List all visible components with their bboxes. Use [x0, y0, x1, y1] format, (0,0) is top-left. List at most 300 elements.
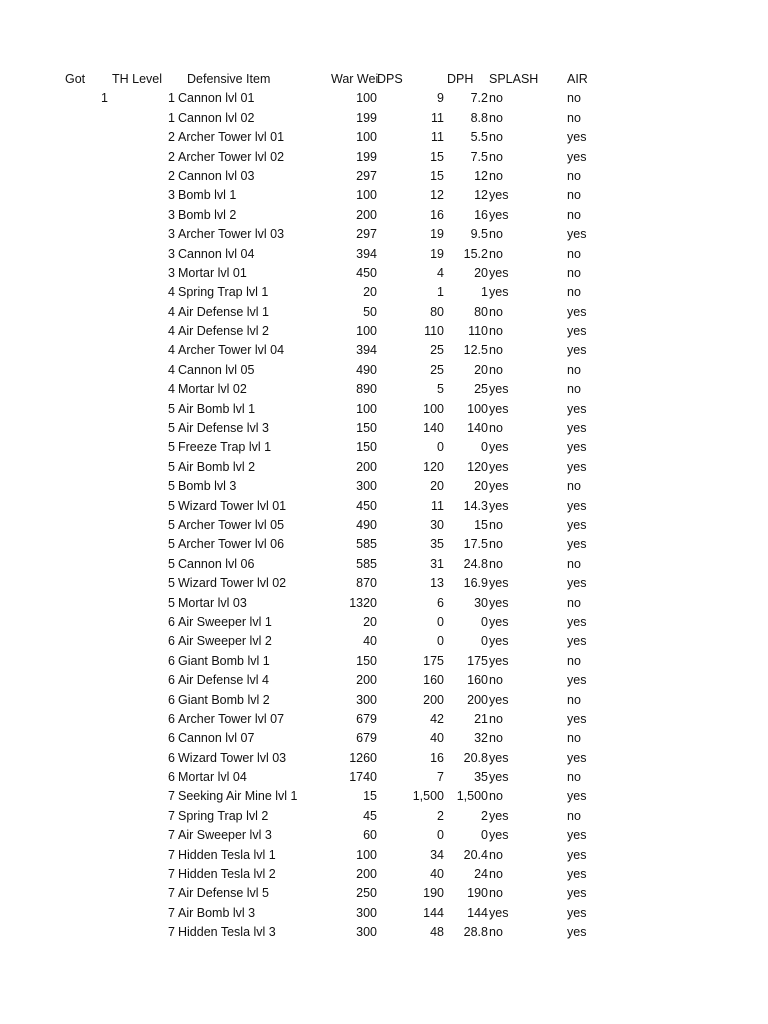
cell-air: no: [567, 692, 581, 707]
cell-th-number: 3: [168, 227, 175, 242]
cell-splash: no: [489, 227, 503, 242]
cell-dph: 16.9: [463, 576, 488, 591]
cell-dph: 24.8: [463, 556, 488, 571]
cell-th-level: 1: [101, 91, 108, 106]
cell-defensive-item: Cannon lvl 05: [178, 362, 255, 377]
cell-dps: 200: [423, 692, 444, 707]
header-air: AIR: [567, 72, 588, 86]
cell-dph: 20.8: [463, 750, 488, 765]
table-row: [0, 206, 768, 225]
table-row: [0, 303, 768, 322]
header-got: Got: [65, 72, 86, 86]
cell-th-number: 6: [168, 653, 175, 668]
cell-dph: 12: [474, 188, 488, 203]
cell-air: yes: [567, 517, 587, 532]
cell-war-weight: 300: [356, 692, 377, 707]
cell-splash: no: [489, 91, 503, 106]
table-row: [0, 225, 768, 244]
cell-splash: yes: [489, 401, 509, 416]
cell-splash: no: [489, 362, 503, 377]
table-row: [0, 768, 768, 787]
cell-splash: no: [489, 324, 503, 339]
cell-dph: 16: [474, 207, 488, 222]
cell-dph: 0: [481, 440, 488, 455]
cell-dps: 15: [430, 149, 444, 164]
cell-war-weight: 490: [356, 517, 377, 532]
cell-war-weight: 394: [356, 246, 377, 261]
table-row: [0, 400, 768, 419]
cell-dph: 15: [474, 517, 488, 532]
cell-war-weight: 100: [356, 130, 377, 145]
cell-war-weight: 50: [363, 304, 377, 319]
cell-dps: 5: [437, 382, 444, 397]
cell-splash: yes: [489, 770, 509, 785]
cell-war-weight: 150: [356, 421, 377, 436]
table-row: [0, 419, 768, 438]
header-defensive-item: Defensive Item: [187, 72, 271, 86]
cell-dph: 28.8: [463, 925, 488, 940]
table-row: [0, 245, 768, 264]
cell-air: yes: [567, 905, 587, 920]
cell-defensive-item: Mortar lvl 04: [178, 770, 247, 785]
table-row: [0, 497, 768, 516]
cell-defensive-item: Bomb lvl 1: [178, 188, 237, 203]
cell-air: no: [567, 653, 581, 668]
cell-dph: 1,500: [456, 789, 488, 804]
cell-dps: 25: [430, 362, 444, 377]
cell-th-number: 6: [168, 673, 175, 688]
cell-war-weight: 60: [363, 828, 377, 843]
cell-war-weight: 200: [356, 867, 377, 882]
cell-air: yes: [567, 711, 587, 726]
cell-splash: yes: [489, 750, 509, 765]
cell-air: yes: [567, 304, 587, 319]
cell-th-number: 6: [168, 731, 175, 746]
cell-dps: 35: [430, 537, 444, 552]
cell-war-weight: 200: [356, 673, 377, 688]
cell-dph: 24: [474, 867, 488, 882]
cell-th-number: 5: [168, 556, 175, 571]
table-row: [0, 186, 768, 205]
cell-air: yes: [567, 925, 587, 940]
cell-splash: yes: [489, 634, 509, 649]
cell-dps: 19: [430, 227, 444, 242]
cell-dph: 200: [467, 692, 488, 707]
cell-defensive-item: Air Bomb lvl 2: [178, 459, 256, 474]
cell-th-number: 4: [168, 304, 175, 319]
cell-th-number: 4: [168, 324, 175, 339]
cell-th-number: 3: [168, 246, 175, 261]
cell-dps: 12: [430, 188, 444, 203]
cell-dps: 16: [430, 750, 444, 765]
table-row: [0, 594, 768, 613]
cell-war-weight: 199: [356, 110, 377, 125]
cell-war-weight: 300: [356, 925, 377, 940]
cell-th-number: 5: [168, 537, 175, 552]
cell-air: yes: [567, 750, 587, 765]
cell-defensive-item: Air Defense lvl 2: [178, 324, 270, 339]
cell-splash: no: [489, 711, 503, 726]
cell-defensive-item: Seeking Air Mine lvl 1: [178, 789, 298, 804]
cell-war-weight: 585: [356, 556, 377, 571]
cell-defensive-item: Cannon lvl 04: [178, 246, 255, 261]
cell-defensive-item: Air Bomb lvl 1: [178, 401, 256, 416]
cell-defensive-item: Air Sweeper lvl 3: [178, 828, 272, 843]
cell-dps: 40: [430, 867, 444, 882]
cell-dps: 100: [423, 401, 444, 416]
cell-defensive-item: Air Defense lvl 5: [178, 886, 270, 901]
cell-splash: yes: [489, 614, 509, 629]
cell-dph: 160: [467, 673, 488, 688]
cell-dph: 120: [467, 459, 488, 474]
table-row: [0, 923, 768, 942]
cell-air: no: [567, 188, 581, 203]
cell-dps: 42: [430, 711, 444, 726]
cell-war-weight: 490: [356, 362, 377, 377]
cell-th-number: 7: [168, 847, 175, 862]
cell-air: yes: [567, 130, 587, 145]
cell-defensive-item: Archer Tower lvl 02: [178, 149, 285, 164]
cell-dps: 2: [437, 808, 444, 823]
cell-air: yes: [567, 614, 587, 629]
cell-splash: no: [489, 343, 503, 358]
cell-air: yes: [567, 324, 587, 339]
cell-war-weight: 15: [363, 789, 377, 804]
table-row: [0, 264, 768, 283]
cell-defensive-item: Archer Tower lvl 07: [178, 711, 285, 726]
cell-dph: 140: [467, 421, 488, 436]
cell-splash: yes: [489, 459, 509, 474]
cell-defensive-item: Cannon lvl 07: [178, 731, 255, 746]
cell-th-number: 5: [168, 440, 175, 455]
cell-defensive-item: Cannon lvl 02: [178, 110, 255, 125]
cell-defensive-item: Giant Bomb lvl 1: [178, 653, 270, 668]
table-row: [0, 341, 768, 360]
cell-dph: 32: [474, 731, 488, 746]
cell-dph: 7.2: [470, 91, 488, 106]
cell-th-number: 7: [168, 789, 175, 804]
cell-th-number: 3: [168, 265, 175, 280]
table-row: [0, 167, 768, 186]
cell-th-number: 6: [168, 634, 175, 649]
cell-splash: no: [489, 110, 503, 125]
cell-war-weight: 679: [356, 731, 377, 746]
cell-splash: yes: [489, 479, 509, 494]
header-row: [0, 70, 768, 89]
cell-dph: 14.3: [463, 498, 488, 513]
cell-splash: no: [489, 537, 503, 552]
cell-air: yes: [567, 421, 587, 436]
table-row: [0, 652, 768, 671]
cell-splash: no: [489, 925, 503, 940]
cell-dps: 13: [430, 576, 444, 591]
cell-dph: 25: [474, 382, 488, 397]
cell-dps: 15: [430, 168, 444, 183]
table-row: [0, 148, 768, 167]
cell-dps: 160: [423, 673, 444, 688]
cell-dph: 0: [481, 614, 488, 629]
table-row: [0, 535, 768, 554]
cell-air: yes: [567, 537, 587, 552]
cell-war-weight: 870: [356, 576, 377, 591]
cell-war-weight: 890: [356, 382, 377, 397]
cell-war-weight: 585: [356, 537, 377, 552]
cell-defensive-item: Spring Trap lvl 1: [178, 285, 269, 300]
cell-splash: yes: [489, 207, 509, 222]
cell-dps: 0: [437, 614, 444, 629]
cell-air: no: [567, 808, 581, 823]
cell-air: no: [567, 556, 581, 571]
cell-defensive-item: Archer Tower lvl 04: [178, 343, 285, 358]
cell-defensive-item: Archer Tower lvl 06: [178, 537, 285, 552]
cell-air: no: [567, 595, 581, 610]
table-row: [0, 322, 768, 341]
cell-defensive-item: Air Sweeper lvl 2: [178, 634, 272, 649]
cell-dps: 30: [430, 517, 444, 532]
table-row: [0, 89, 768, 108]
table-body: [0, 89, 768, 942]
cell-dph: 1: [481, 285, 488, 300]
cell-dph: 7.5: [470, 149, 488, 164]
cell-war-weight: 297: [356, 168, 377, 183]
cell-war-weight: 200: [356, 459, 377, 474]
table-row: [0, 613, 768, 632]
cell-dps: 120: [423, 459, 444, 474]
cell-defensive-item: Spring Trap lvl 2: [178, 808, 269, 823]
table-row: [0, 846, 768, 865]
header-dph: DPH: [447, 72, 474, 86]
table-row: [0, 632, 768, 651]
cell-dps: 4: [437, 265, 444, 280]
cell-splash: no: [489, 130, 503, 145]
cell-air: yes: [567, 401, 587, 416]
cell-dph: 175: [467, 653, 488, 668]
cell-dph: 12: [474, 168, 488, 183]
cell-splash: yes: [489, 440, 509, 455]
cell-war-weight: 300: [356, 905, 377, 920]
cell-splash: yes: [489, 285, 509, 300]
cell-dph: 5.5: [470, 130, 488, 145]
cell-th-number: 7: [168, 867, 175, 882]
cell-defensive-item: Hidden Tesla lvl 2: [178, 867, 276, 882]
cell-defensive-item: Bomb lvl 3: [178, 479, 237, 494]
cell-dps: 11: [431, 130, 444, 145]
cell-dps: 80: [430, 304, 444, 319]
cell-air: yes: [567, 847, 587, 862]
cell-war-weight: 1740: [349, 770, 377, 785]
cell-splash: no: [489, 789, 503, 804]
data-table: [0, 70, 768, 943]
cell-th-number: 2: [168, 168, 175, 183]
cell-dps: 31: [430, 556, 444, 571]
cell-splash: no: [489, 168, 503, 183]
cell-air: no: [567, 362, 581, 377]
cell-defensive-item: Wizard Tower lvl 01: [178, 498, 287, 513]
cell-war-weight: 20: [363, 285, 377, 300]
cell-air: yes: [567, 343, 587, 358]
cell-splash: yes: [489, 576, 509, 591]
cell-air: no: [567, 770, 581, 785]
cell-dps: 48: [430, 925, 444, 940]
cell-splash: no: [489, 867, 503, 882]
table-row: [0, 691, 768, 710]
table-row: [0, 710, 768, 729]
table-row: [0, 574, 768, 593]
cell-splash: yes: [489, 653, 509, 668]
cell-th-number: 2: [168, 130, 175, 145]
cell-splash: yes: [489, 595, 509, 610]
cell-dph: 190: [467, 886, 488, 901]
cell-th-number: 7: [168, 905, 175, 920]
cell-air: no: [567, 246, 581, 261]
cell-war-weight: 40: [363, 634, 377, 649]
cell-air: yes: [567, 149, 587, 164]
cell-dph: 20.4: [463, 847, 488, 862]
cell-th-number: 5: [168, 421, 175, 436]
cell-air: yes: [567, 673, 587, 688]
cell-war-weight: 100: [356, 91, 377, 106]
cell-air: no: [567, 168, 581, 183]
cell-splash: yes: [489, 828, 509, 843]
cell-th-number: 5: [168, 576, 175, 591]
cell-air: no: [567, 731, 581, 746]
cell-dph: 9.5: [470, 227, 488, 242]
cell-air: yes: [567, 576, 587, 591]
cell-air: no: [567, 285, 581, 300]
cell-dph: 15.2: [463, 246, 488, 261]
cell-dps: 1: [437, 285, 444, 300]
cell-war-weight: 100: [356, 324, 377, 339]
table-row: [0, 787, 768, 806]
cell-th-number: 7: [168, 886, 175, 901]
cell-splash: no: [489, 731, 503, 746]
cell-war-weight: 1320: [349, 595, 377, 610]
cell-splash: no: [489, 517, 503, 532]
cell-war-weight: 150: [356, 440, 377, 455]
cell-defensive-item: Archer Tower lvl 05: [178, 517, 285, 532]
cell-th-number: 5: [168, 595, 175, 610]
cell-air: no: [567, 91, 581, 106]
cell-dps: 140: [423, 421, 444, 436]
cell-war-weight: 100: [356, 188, 377, 203]
table-row: [0, 729, 768, 748]
cell-war-weight: 1260: [349, 750, 377, 765]
cell-defensive-item: Cannon lvl 06: [178, 556, 255, 571]
cell-th-number: 3: [168, 207, 175, 222]
header-splash: SPLASH: [489, 72, 539, 86]
cell-air: no: [567, 110, 581, 125]
cell-dph: 0: [481, 828, 488, 843]
cell-th-number: 4: [168, 382, 175, 397]
cell-th-number: 4: [168, 362, 175, 377]
cell-war-weight: 250: [356, 886, 377, 901]
table-row: [0, 865, 768, 884]
cell-dph: 144: [467, 905, 488, 920]
cell-dph: 12.5: [463, 343, 488, 358]
cell-defensive-item: Air Sweeper lvl 1: [178, 614, 272, 629]
cell-air: yes: [567, 440, 587, 455]
cell-air: no: [567, 382, 581, 397]
cell-defensive-item: Wizard Tower lvl 03: [178, 750, 287, 765]
table-row: [0, 128, 768, 147]
cell-war-weight: 20: [363, 614, 377, 629]
cell-splash: yes: [489, 808, 509, 823]
cell-dph: 100: [467, 401, 488, 416]
cell-th-number: 4: [168, 343, 175, 358]
cell-war-weight: 200: [356, 207, 377, 222]
cell-splash: no: [489, 421, 503, 436]
cell-air: yes: [567, 828, 587, 843]
cell-air: yes: [567, 789, 587, 804]
table-row: [0, 904, 768, 923]
cell-air: yes: [567, 886, 587, 901]
cell-th-number: 6: [168, 711, 175, 726]
cell-dps: 190: [423, 886, 444, 901]
cell-splash: no: [489, 673, 503, 688]
cell-dps: 0: [437, 440, 444, 455]
cell-dps: 175: [423, 653, 444, 668]
cell-dph: 20: [474, 265, 488, 280]
cell-war-weight: 199: [356, 149, 377, 164]
header-dps: DPS: [377, 72, 403, 86]
cell-th-number: 5: [168, 479, 175, 494]
table-row: [0, 671, 768, 690]
table-row: [0, 749, 768, 768]
cell-air: yes: [567, 498, 587, 513]
cell-war-weight: 300: [356, 479, 377, 494]
cell-splash: no: [489, 556, 503, 571]
cell-th-number: 2: [168, 149, 175, 164]
cell-dph: 8.8: [470, 110, 488, 125]
cell-defensive-item: Air Bomb lvl 3: [178, 905, 256, 920]
cell-th-number: 7: [168, 828, 175, 843]
cell-dps: 20: [430, 479, 444, 494]
cell-th-number: 6: [168, 770, 175, 785]
cell-air: yes: [567, 867, 587, 882]
cell-defensive-item: Mortar lvl 02: [178, 382, 247, 397]
table-row: [0, 380, 768, 399]
table-row: [0, 109, 768, 128]
table-row: [0, 884, 768, 903]
cell-defensive-item: Freeze Trap lvl 1: [178, 440, 272, 455]
cell-th-number: 6: [168, 750, 175, 765]
cell-war-weight: 100: [356, 847, 377, 862]
cell-dps: 40: [430, 731, 444, 746]
cell-th-number: 6: [168, 614, 175, 629]
cell-defensive-item: Giant Bomb lvl 2: [178, 692, 270, 707]
cell-defensive-item: Cannon lvl 01: [178, 91, 255, 106]
cell-dps: 9: [437, 91, 444, 106]
table-row: [0, 438, 768, 457]
cell-th-number: 5: [168, 498, 175, 513]
cell-splash: yes: [489, 382, 509, 397]
cell-dph: 110: [468, 324, 488, 339]
cell-dps: 144: [423, 905, 444, 920]
cell-air: no: [567, 479, 581, 494]
cell-defensive-item: Archer Tower lvl 01: [178, 130, 285, 145]
cell-splash: no: [489, 149, 503, 164]
cell-air: yes: [567, 459, 587, 474]
cell-defensive-item: Hidden Tesla lvl 1: [178, 847, 276, 862]
cell-splash: yes: [489, 265, 509, 280]
cell-defensive-item: Air Defense lvl 4: [178, 673, 270, 688]
cell-splash: yes: [489, 188, 509, 203]
cell-splash: no: [489, 246, 503, 261]
cell-war-weight: 150: [356, 653, 377, 668]
table-row: [0, 826, 768, 845]
cell-th-number: 6: [168, 692, 175, 707]
cell-dps: 34: [430, 847, 444, 862]
